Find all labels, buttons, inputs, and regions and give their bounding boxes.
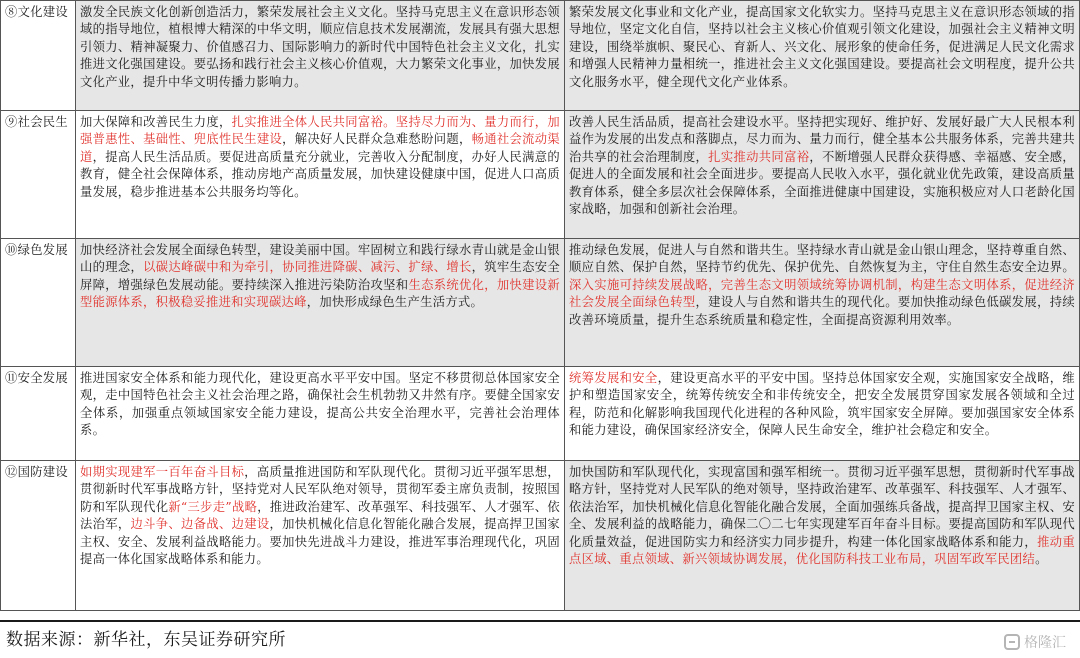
highlighted-text: 新“三步走”战略: [168, 499, 258, 514]
body-text: 加大保障和改善民生力度，: [80, 115, 232, 129]
proposal-2020-cell: [565, 367, 1080, 461]
watermark-icon: [1004, 634, 1020, 650]
category-cell: ⑫国防建设: [1, 461, 76, 611]
body-text: 繁荣发展文化事业和文化产业，提高国家文化软实力。坚持马克思主义在意识形态领域的指导地位，坚定文化自信，坚持以社会主义核心价值观引领文化建设，加强社会主义精神文明建设，围绕举旗帜、聚民心、育新人、兴文化、展形象的使命任务，促进满足人民文化需求和增强人民精神力量相统一，推进社会主义文化强国建设。要提高社会文明程度，提升公共文化服务水平，健全现代文化产业体系。: [569, 5, 1075, 89]
highlighted-text: 扎实推进全体人民共同富裕。坚持尽力而为、量力而行，加强普惠性、基础性、兜底性民生建设: [80, 115, 560, 147]
table-row: [1, 367, 1080, 461]
body-text: 激发全民族文化创新创造活力，繁荣发展社会主义文化。坚持马克思主义在意识形态领域的指导地位，植根博大精深的中华文明，顺应信息技术发展潮流，发展具有强大思想引领力、精神凝聚力、价值感召力、国际影响力的新时代中国特色社会主义文化，扎实推进文化强国建设。要弘扬和践行社会主义核心价值观，大力繁荣文化事业，加快发展文化产业，提升中华文明传播力影响力。: [80, 5, 560, 89]
table-row: [1, 111, 1080, 239]
body-text: ，建设人与自然和谐共生的现代化。要加快推动绿色低碳发展，持续改善环境质量，提升生态系统质量和稳定性，全面提高资源利用效率。: [569, 295, 1075, 327]
category-cell: ⑨社会民生: [1, 111, 76, 239]
proposal-2020-cell: [565, 1, 1080, 111]
table-row: [1, 1, 1080, 111]
proposal-2020-cell: [565, 111, 1080, 239]
body-text: ，解决好人民群众急难愁盼问题，: [282, 132, 472, 147]
highlighted-text: 以碳达峰碳中和为牵引，协同推进降碳、减污、扩绿、增长: [143, 260, 472, 275]
body-text: 加快经济社会发展全面绿色转型，建设美丽中国。牢固树立和践行绿水青山就是金山银山的理念，: [80, 243, 560, 275]
body-text: ，加快形成绿色生产生活方式。: [306, 295, 484, 310]
body-text: 改善人民生活品质，提高社会建设水平。坚持把实现好、维护好、发展好最广大人民根本利益作为发展的出发点和落脚点，尽力而为、量力而行，健全基本公共服务体系，完善共建共治共享的社会治理制度，: [569, 115, 1075, 164]
highlighted-text: 畅通社会流动渠道: [80, 132, 560, 164]
body-text: ，推进政治建军、改革强军、科技强军、人才强军、依法治军，: [80, 499, 560, 532]
body-text: ，高质量推进国防和军队现代化。贯彻习近平强军思想，贯彻新时代军事战略方针，坚持党对人民军队绝对领导，贯彻军委主席负责制，按照国防和军队现代化: [80, 465, 560, 514]
proposal-2025-cell: [76, 1, 565, 111]
proposal-2020-cell: [565, 461, 1080, 611]
body-text: ，提高人民生活品质。要促进高质量充分就业，完善收入分配制度，办好人民满意的教育，健全社会保障体系，推动房地产高质量发展，加快建设健康中国，促进人口高质量发展，稳步推进基本公共服务均等化。: [80, 149, 560, 199]
body-text: 加快国防和军队现代化，实现富国和强军相统一。贯彻习近平强军思想，贯彻新时代军事战略方针，坚持党对人民军队的绝对领导，坚持政治建军、改革强军、科技强军、人才强军、依法治军，加快机械化信息化智能化融合发展，全面加强练兵备战，提高捍卫国家主权、安全、发展利益的战略能力，确保二〇二七年实现建军百年奋斗目标。要提高国防和军队现代化质量效益，促进国防实力和经济实力同步提升，构建一体化国家战略体系和能力，: [569, 465, 1075, 549]
highlighted-text: 扎实推动共同富裕: [708, 149, 810, 164]
proposal-2025-cell: [76, 367, 565, 461]
table-row: [1, 239, 1080, 367]
footer-divider: [0, 620, 1080, 622]
watermark-logo: [1004, 632, 1066, 652]
highlighted-text: 边斗争、边备战、边建设: [130, 517, 270, 532]
body-text: ，筑牢生态安全屏障，增强绿色发展动能。要持续深入推进污染防治攻坚和: [80, 260, 560, 292]
proposal-2025-cell: [76, 461, 565, 611]
body-text: 。: [1035, 552, 1048, 567]
proposal-2020-cell: [565, 239, 1080, 367]
body-text: ，不断增强人民群众获得感、幸福感、安全感，促进人的全面发展和社会全面进步。要提高人民收入水平，强化就业优先政策，建设高质量教育体系，健全多层次社会保障体系，全面推进健康中国建设，实施积极应对人口老龄化国家战略，加强和创新社会治理。: [569, 149, 1075, 217]
body-text: 推进国家安全体系和能力现代化，建设更高水平平安中国。坚定不移贯彻总体国家安全观，走中国特色社会主义社会治理之路，确保社会生机勃勃又井然有序。要健全国家安全体系，加强重点领域国家安全能力建设，提高公共安全治理水平，完善社会治理体系。: [80, 371, 560, 438]
highlighted-text: 生态系统优化，加快建设新型能源体系，积极稳妥推进和实现碳达峰: [80, 277, 560, 310]
highlighted-text: 如期实现建军一百年奋斗目标: [80, 465, 245, 479]
category-cell: ⑪安全发展: [1, 367, 76, 461]
proposal-2025-cell: [76, 111, 565, 239]
category-cell: ⑧文化建设: [1, 1, 76, 111]
body-text: ，建设更高水平的平安中国。坚持总体国家安全观，实施国家安全战略，维护和塑造国家安全，统筹传统安全和非传统安全，把安全发展贯穿国家发展各领域和全过程，防范和化解影响我国现代化进程的各种风险，筑牢国家安全屏障。要加强国家安全体系和能力建设，确保国家经济安全，保障人民生命安全，维护社会稳定和安全。: [569, 371, 1075, 438]
body-text: ，加快机械化信息化智能化融合发展，提高捍卫国家主权、安全、发展利益战略能力。要加快先进战斗力建设，推进军事治理现代化，巩固提高一体化国家战略体系和能力。: [80, 517, 560, 567]
source-note: 数据来源：新华社，东吴证券研究所: [6, 630, 286, 650]
table-row: [1, 461, 1080, 611]
category-cell: ⑩绿色发展: [1, 239, 76, 367]
proposal-2025-cell: [76, 239, 565, 367]
body-text: 推动绿色发展，促进人与自然和谐共生。坚持绿水青山就是金山银山理念，坚持尊重自然、顺应自然、保护自然，坚持节约优先、保护优先、自然恢复为主，守住自然生态安全边界。: [569, 243, 1075, 275]
watermark-text: 格隆汇: [1024, 635, 1066, 651]
highlighted-text: 统筹发展和安全: [569, 371, 658, 385]
highlighted-text: 推动重点区域、重点领域、新兴领域协调发展，优化国防科技工业布局，巩固军政军民团结: [569, 534, 1075, 567]
highlighted-text: 深入实施可持续发展战略，完善生态文明领域统筹协调机制，构建生态文明体系，促进经济社会发展全面绿色转型: [569, 277, 1075, 310]
